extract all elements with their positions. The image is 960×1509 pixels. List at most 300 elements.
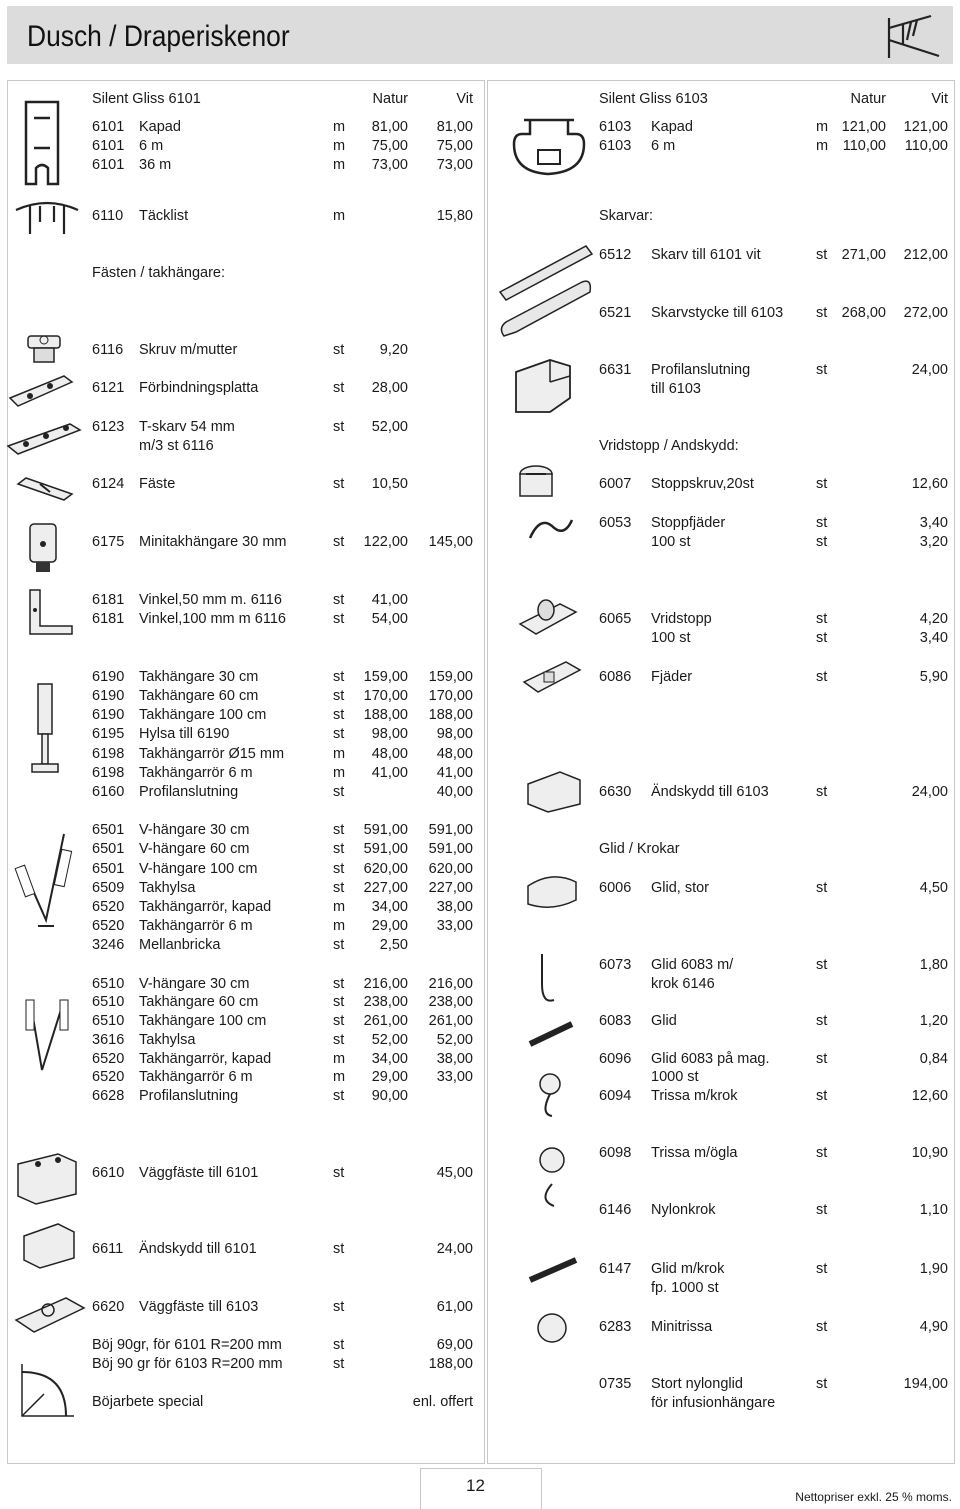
row-price-natur: 159,00 <box>363 669 408 685</box>
row-price-natur: 41,00 <box>371 765 408 781</box>
row-article: 6630 <box>599 784 632 800</box>
row-article: 6198 <box>92 746 125 762</box>
row-description: Vinkel,100 mm m 6116 <box>139 611 286 627</box>
row-price-natur: 268,00 <box>841 305 886 321</box>
price-footnote: Nettopriser exkl. 25 % moms. <box>795 1490 952 1504</box>
row-price-vit: 40,00 <box>436 784 473 800</box>
row-price-vit: 15,80 <box>436 208 473 224</box>
row-unit: m <box>333 138 346 154</box>
joint-icon <box>490 236 600 346</box>
stop-screw-icon <box>516 462 556 506</box>
row-article: 3246 <box>92 937 125 953</box>
row-description: Glid 6083 m/ <box>651 957 734 973</box>
page-title: Dusch / Draperiskenor <box>27 20 290 53</box>
row-unit: st <box>816 1319 828 1335</box>
row-unit: m <box>333 208 346 224</box>
row-article: 6160 <box>92 784 125 800</box>
t-joint-icon <box>4 414 84 464</box>
row-description: Profilanslutning <box>139 784 239 800</box>
row-price-vit: 188,00 <box>428 707 473 723</box>
section-title: Silent Gliss 6101 <box>92 91 201 107</box>
row-price-natur: 591,00 <box>363 841 408 857</box>
row-description: 1000 st <box>651 1069 699 1085</box>
row-price-vit: 38,00 <box>436 899 473 915</box>
row-unit: st <box>333 342 345 358</box>
row-article: 6146 <box>599 1202 632 1218</box>
row-price-natur: 41,00 <box>371 592 408 608</box>
wall-bracket-6103-icon <box>10 1290 90 1350</box>
row-description: V-hängare 30 cm <box>139 822 250 838</box>
row-unit: st <box>333 1337 345 1353</box>
row-price-vit: 33,00 <box>436 1069 473 1085</box>
row-price-natur: 9,20 <box>379 342 408 358</box>
row-description: Glid m/krok <box>651 1261 725 1277</box>
row-price-vit: 212,00 <box>903 247 948 263</box>
row-price-natur: 10,50 <box>371 476 408 492</box>
row-article: 6190 <box>92 669 125 685</box>
row-unit: st <box>816 305 828 321</box>
row-description: Takhängarrör, kapad <box>139 899 272 915</box>
row-price-vit: 12,60 <box>911 476 948 492</box>
row-price-vit: 272,00 <box>903 305 948 321</box>
row-article: 6510 <box>92 1013 125 1029</box>
ceiling-hanger-icon <box>28 680 62 780</box>
row-unit: st <box>816 1051 828 1067</box>
row-description: Takhängarrör 6 m <box>139 918 253 934</box>
row-description: Böjarbete special <box>92 1394 204 1410</box>
column-header-vit: Vit <box>456 91 473 107</box>
row-price-natur: 28,00 <box>371 380 408 396</box>
row-article: 6520 <box>92 899 125 915</box>
section-title: Vridstopp / Andskydd: <box>599 438 739 454</box>
row-description: Takhängare 60 cm <box>139 688 259 704</box>
row-article: 6190 <box>92 707 125 723</box>
row-unit: st <box>816 1376 828 1392</box>
row-description: 6 m <box>139 138 164 154</box>
row-price-natur: 238,00 <box>363 994 408 1010</box>
row-description: Böj 90 gr för 6103 R=200 mm <box>92 1356 283 1372</box>
row-article: 6103 <box>599 138 632 154</box>
row-article: 6521 <box>599 305 632 321</box>
row-description: Takhängarrör 6 m <box>139 765 253 781</box>
row-article: 0735 <box>599 1376 632 1392</box>
row-price-vit: 3,40 <box>919 515 948 531</box>
row-description: T-skarv 54 mm <box>139 419 235 435</box>
row-unit: st <box>816 669 828 685</box>
row-article: 6283 <box>599 1319 632 1335</box>
row-price-natur: 121,00 <box>841 119 886 135</box>
row-description: Vinkel,50 mm m. 6116 <box>139 592 282 608</box>
row-article: 6501 <box>92 861 125 877</box>
row-unit: st <box>816 1261 828 1277</box>
row-unit: st <box>333 380 345 396</box>
row-description: Takhylsa <box>139 1032 196 1048</box>
row-description: Fjäder <box>651 669 693 685</box>
row-article: 6181 <box>92 611 125 627</box>
row-price-vit: 61,00 <box>436 1299 473 1315</box>
row-price-vit: 5,90 <box>919 669 948 685</box>
row-description: Stort nylonglid <box>651 1376 743 1392</box>
row-price-vit: 41,00 <box>436 765 473 781</box>
row-price-vit: 4,20 <box>919 611 948 627</box>
row-description: Förbindningsplatta <box>139 380 259 396</box>
row-unit: st <box>333 1299 345 1315</box>
row-article: 6510 <box>92 994 125 1010</box>
row-article: 6121 <box>92 380 125 396</box>
row-unit: st <box>816 1145 828 1161</box>
row-price-natur: 98,00 <box>371 726 408 742</box>
row-description: Ändskydd till 6103 <box>651 784 769 800</box>
row-price-natur: 48,00 <box>371 746 408 762</box>
row-unit: m <box>333 918 346 934</box>
row-article: 6501 <box>92 841 125 857</box>
row-article: 6053 <box>599 515 632 531</box>
pulleys-icon <box>524 1140 584 1350</box>
row-description: Glid, stor <box>651 880 710 896</box>
row-unit: st <box>816 1202 828 1218</box>
row-description: Böj 90gr, för 6101 R=200 mm <box>92 1337 282 1353</box>
row-article: 6083 <box>599 1013 632 1029</box>
row-article: 6086 <box>599 669 632 685</box>
row-description: Glid <box>651 1013 677 1029</box>
row-unit: st <box>333 726 345 742</box>
row-description: Fäste <box>139 476 176 492</box>
row-article: 6101 <box>92 138 125 154</box>
row-article: 6103 <box>599 119 632 135</box>
row-price-vit: 0,84 <box>919 1051 948 1067</box>
row-unit: st <box>333 784 345 800</box>
row-unit: m <box>333 1069 346 1085</box>
row-article: 6631 <box>599 362 632 378</box>
row-price-vit: 620,00 <box>428 861 473 877</box>
row-description: Takhylsa <box>139 880 196 896</box>
row-price-natur: 29,00 <box>371 1069 408 1085</box>
row-price-vit: 81,00 <box>436 119 473 135</box>
row-unit: st <box>333 688 345 704</box>
v-hanger-2-icon <box>14 990 78 1100</box>
row-price-vit: 1,90 <box>919 1261 948 1277</box>
section-title: Skarvar: <box>599 208 653 224</box>
wall-bracket-6101-icon <box>12 1150 82 1206</box>
row-price-vit: 145,00 <box>428 534 473 550</box>
page-header <box>7 6 953 64</box>
row-description: fp. 1000 st <box>651 1280 719 1296</box>
row-description: Nylonkrok <box>651 1202 716 1218</box>
row-price-vit: 4,90 <box>919 1319 948 1335</box>
row-price-natur: 110,00 <box>842 138 886 154</box>
row-price-natur: 34,00 <box>371 899 408 915</box>
row-price-natur: 81,00 <box>371 119 408 135</box>
row-article: 6611 <box>92 1241 124 1257</box>
row-unit: st <box>333 419 345 435</box>
row-unit: st <box>333 1088 345 1104</box>
column-header-natur: Natur <box>372 91 408 107</box>
row-price-natur: 29,00 <box>371 918 408 934</box>
row-price-natur: 170,00 <box>363 688 408 704</box>
row-unit: st <box>333 476 345 492</box>
row-price-vit: 1,10 <box>919 1202 948 1218</box>
row-unit: st <box>333 976 345 992</box>
row-article: 6065 <box>599 611 632 627</box>
row-article: 6520 <box>92 918 125 934</box>
row-price: 69,00 <box>436 1337 473 1353</box>
row-price-vit: 73,00 <box>436 157 473 173</box>
row-article: 6198 <box>92 765 125 781</box>
row-price-vit: 216,00 <box>428 976 473 992</box>
row-article: 6501 <box>92 822 125 838</box>
row-description: Glid 6083 på mag. <box>651 1051 770 1067</box>
rail-6103-profile-icon <box>510 104 588 180</box>
row-price-vit: 24,00 <box>436 1241 473 1257</box>
row-unit: st <box>333 841 345 857</box>
row-article: 6509 <box>92 880 125 896</box>
row-price-vit: 110,00 <box>904 138 948 154</box>
row-price-vit: 24,00 <box>911 362 948 378</box>
row-article: 6510 <box>92 976 125 992</box>
row-article: 6610 <box>92 1165 125 1181</box>
row-description: Kapad <box>139 119 181 135</box>
row-unit: st <box>333 669 345 685</box>
row-price-natur: 261,00 <box>363 1013 408 1029</box>
row-price-vit: 98,00 <box>436 726 473 742</box>
row-unit: st <box>333 707 345 723</box>
row-price: 188,00 <box>428 1356 473 1372</box>
row-price-vit: 3,20 <box>919 534 948 550</box>
row-article: 6101 <box>92 119 125 135</box>
row-price-vit: 170,00 <box>428 688 473 704</box>
angle-bracket-icon <box>24 586 78 638</box>
row-article: 6175 <box>92 534 125 550</box>
row-price-natur: 271,00 <box>841 247 886 263</box>
spring-icon <box>520 654 584 702</box>
row-description: Väggfäste till 6103 <box>139 1299 259 1315</box>
rail-6101-profile-icon <box>18 98 66 188</box>
row-price-vit: 24,00 <box>911 784 948 800</box>
row-description: Profilanslutning <box>139 1088 239 1104</box>
row-unit: st <box>333 994 345 1010</box>
row-price-vit: 33,00 <box>436 918 473 934</box>
row-description: Takhängarrör 6 m <box>139 1069 253 1085</box>
stop-spring-icon <box>526 512 576 548</box>
row-unit: st <box>816 784 828 800</box>
row-unit: st <box>333 534 345 550</box>
row-price-vit: 591,00 <box>428 841 473 857</box>
row-price-natur: 591,00 <box>363 822 408 838</box>
row-description: V-hängare 60 cm <box>139 841 250 857</box>
column-header-natur: Natur <box>850 91 886 107</box>
row-description: till 6103 <box>651 381 701 397</box>
row-description: V-hängare 30 cm <box>139 976 250 992</box>
row-description: Stoppskruv,20st <box>651 476 754 492</box>
cover-strip-icon <box>12 198 82 238</box>
row-article: 6124 <box>92 476 125 492</box>
page-number: 12 <box>466 1476 485 1495</box>
row-description: 100 st <box>651 534 691 550</box>
row-description: Hylsa till 6190 <box>139 726 230 742</box>
row-description: Takhängare 30 cm <box>139 669 259 685</box>
row-description: Profilanslutning <box>651 362 751 378</box>
row-price-vit: 238,00 <box>428 994 473 1010</box>
row-unit: m <box>333 765 346 781</box>
row-unit: m <box>816 119 829 135</box>
row-unit: st <box>333 937 345 953</box>
row-unit: m <box>333 746 346 762</box>
row-article: 6195 <box>92 726 125 742</box>
row-article: 6123 <box>92 419 125 435</box>
row-unit: st <box>816 247 828 263</box>
row-price-natur: 90,00 <box>371 1088 408 1104</box>
bend-90-icon <box>18 1360 78 1420</box>
section-title: Fästen / takhängare: <box>92 265 225 281</box>
row-article: 6006 <box>599 880 632 896</box>
row-description: V-hängare 100 cm <box>139 861 258 877</box>
row-unit: st <box>816 362 828 378</box>
row-price-natur: 52,00 <box>371 1032 408 1048</box>
row-description: Skarv till 6101 vit <box>651 247 761 263</box>
row-unit: st <box>816 630 828 646</box>
row-description: Kapad <box>651 119 693 135</box>
row-unit: st <box>816 476 828 492</box>
row-description: Väggfäste till 6101 <box>139 1165 259 1181</box>
rail-logo-icon <box>883 10 945 62</box>
row-price-vit: 4,50 <box>919 880 948 896</box>
row-description: Ändskydd till 6101 <box>139 1241 257 1257</box>
row-unit: st <box>816 515 828 531</box>
row-unit: st <box>333 1356 345 1372</box>
row-price-vit: 261,00 <box>428 1013 473 1029</box>
row-unit: st <box>333 592 345 608</box>
row-description: Minitakhängare 30 mm <box>139 534 287 550</box>
row-article: 6101 <box>92 157 125 173</box>
end-cap-6103-icon <box>524 766 584 816</box>
row-unit: m <box>333 157 346 173</box>
row-description: 100 st <box>651 630 691 646</box>
row-description: 36 m <box>139 157 172 173</box>
row-unit: st <box>333 861 345 877</box>
connector-plate-icon <box>6 368 76 416</box>
row-article: 6190 <box>92 688 125 704</box>
row-unit: st <box>333 1165 345 1181</box>
row-description: Vridstopp <box>651 611 712 627</box>
row-description: Trissa m/krok <box>651 1088 738 1104</box>
row-description: krok 6146 <box>651 976 715 992</box>
row-price-vit: 121,00 <box>903 119 948 135</box>
v-hanger-icon <box>12 830 82 950</box>
row-price-natur: 73,00 <box>371 157 408 173</box>
row-price-vit: 194,00 <box>903 1376 948 1392</box>
row-unit: st <box>333 611 345 627</box>
row-description: Täcklist <box>139 208 189 224</box>
row-price-vit: 45,00 <box>436 1165 473 1181</box>
row-price-natur: 620,00 <box>363 861 408 877</box>
column-header-vit: Vit <box>931 91 948 107</box>
row-description: Mellanbricka <box>139 937 221 953</box>
row-price-natur: 75,00 <box>371 138 408 154</box>
row-price-natur: 34,00 <box>371 1051 408 1067</box>
row-price: enl. offert <box>412 1394 473 1410</box>
row-description: m/3 st 6116 <box>139 438 214 454</box>
row-unit: st <box>333 880 345 896</box>
row-article: 6147 <box>599 1261 632 1277</box>
row-description: Takhängare 100 cm <box>139 1013 267 1029</box>
row-article: 6098 <box>599 1145 632 1161</box>
row-description: Stoppfjäder <box>651 515 726 531</box>
row-unit: m <box>333 899 346 915</box>
row-description: Takhängarrör, kapad <box>139 1051 272 1067</box>
row-unit: st <box>816 1013 828 1029</box>
row-price-vit: 591,00 <box>428 822 473 838</box>
row-unit: st <box>816 611 828 627</box>
row-description: Minitrissa <box>651 1319 713 1335</box>
end-cap-6101-icon <box>18 1218 78 1272</box>
row-price-vit: 75,00 <box>436 138 473 154</box>
section-title: Glid / Krokar <box>599 841 680 857</box>
row-description: Skarvstycke till 6103 <box>651 305 784 321</box>
row-price-vit: 10,90 <box>911 1145 948 1161</box>
row-price-natur: 188,00 <box>363 707 408 723</box>
row-price-natur: 227,00 <box>363 880 408 896</box>
row-article: 6620 <box>92 1299 125 1315</box>
section-title: Silent Gliss 6103 <box>599 91 708 107</box>
row-description: Skruv m/mutter <box>139 342 238 358</box>
row-price-natur: 54,00 <box>371 611 408 627</box>
row-unit: st <box>333 1032 345 1048</box>
mini-ceiling-hanger-icon <box>26 520 60 576</box>
hooks-icon <box>522 944 582 1124</box>
profile-connector-icon <box>510 352 580 422</box>
row-description: Takhängarrör Ø15 mm <box>139 746 285 762</box>
row-price-vit: 12,60 <box>911 1088 948 1104</box>
row-price-natur: 122,00 <box>363 534 408 550</box>
row-description: Takhängare 100 cm <box>139 707 267 723</box>
row-unit: st <box>816 534 828 550</box>
row-article: 3616 <box>92 1032 125 1048</box>
row-article: 6520 <box>92 1051 125 1067</box>
row-article: 6116 <box>92 342 124 358</box>
row-article: 6094 <box>599 1088 632 1104</box>
row-description: 6 m <box>651 138 676 154</box>
row-price-vit: 3,40 <box>919 630 948 646</box>
row-price-vit: 227,00 <box>428 880 473 896</box>
row-price-vit: 159,00 <box>428 669 473 685</box>
row-price-vit: 48,00 <box>436 746 473 762</box>
row-article: 6520 <box>92 1069 125 1085</box>
row-unit: st <box>333 1013 345 1029</box>
row-price-natur: 52,00 <box>371 419 408 435</box>
row-article: 6181 <box>92 592 125 608</box>
row-price-vit: 52,00 <box>436 1032 473 1048</box>
row-article: 6512 <box>599 247 632 263</box>
row-price-vit: 38,00 <box>436 1051 473 1067</box>
row-unit: m <box>816 138 829 154</box>
row-article: 6073 <box>599 957 632 973</box>
row-unit: st <box>816 957 828 973</box>
turn-stop-icon <box>516 594 580 646</box>
row-price-natur: 216,00 <box>363 976 408 992</box>
screw-nut-icon <box>24 330 64 370</box>
row-unit: st <box>816 880 828 896</box>
row-unit: m <box>333 119 346 135</box>
row-description: för infusionhängare <box>651 1395 776 1411</box>
row-article: 6096 <box>599 1051 632 1067</box>
bracket-icon <box>14 470 76 512</box>
row-unit: st <box>333 1241 345 1257</box>
row-unit: st <box>333 822 345 838</box>
row-article: 6110 <box>92 208 124 224</box>
row-description: Takhängare 60 cm <box>139 994 259 1010</box>
row-unit: st <box>816 1088 828 1104</box>
row-article: 6628 <box>92 1088 125 1104</box>
